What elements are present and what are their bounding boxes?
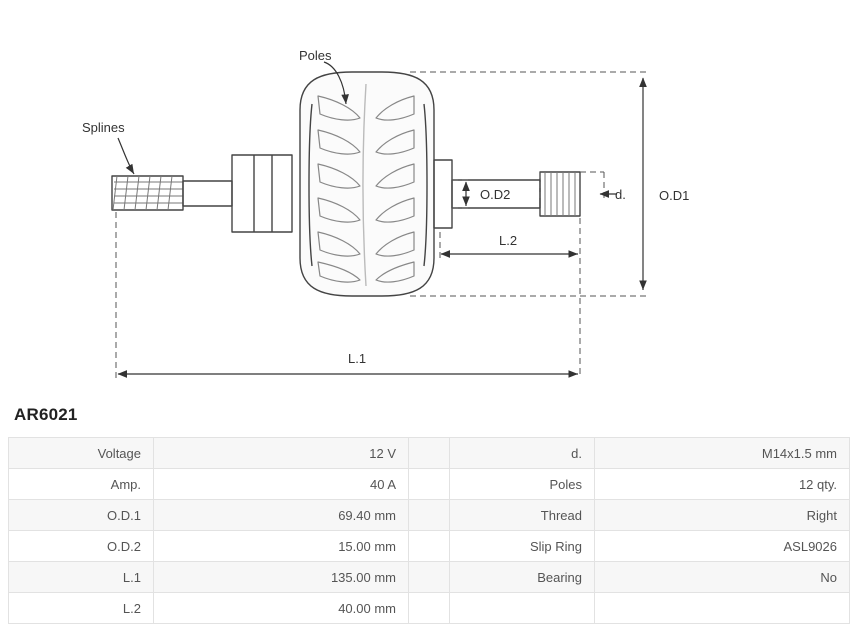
spec-label: L.1 bbox=[9, 562, 154, 593]
spec-empty-cell bbox=[595, 593, 850, 624]
spec-value: M14x1.5 mm bbox=[595, 438, 850, 469]
table-row bbox=[9, 562, 850, 593]
spec-label: Slip Ring bbox=[450, 531, 595, 562]
spec-value: 40.00 mm bbox=[154, 593, 409, 624]
spec-value: 40 A bbox=[154, 469, 409, 500]
table-gap bbox=[409, 593, 450, 624]
label-od1: O.D1 bbox=[659, 188, 690, 203]
table-row bbox=[9, 593, 850, 624]
spec-value: 69.40 mm bbox=[154, 500, 409, 531]
spec-value: 135.00 mm bbox=[154, 562, 409, 593]
spec-value: Right bbox=[595, 500, 850, 531]
table-gap bbox=[409, 500, 450, 531]
spec-label: O.D.1 bbox=[9, 500, 154, 531]
spec-value: 12 V bbox=[154, 438, 409, 469]
specifications-table bbox=[8, 437, 837, 624]
spec-value: No bbox=[595, 562, 850, 593]
label-l2: L.2 bbox=[499, 233, 518, 248]
table-row bbox=[9, 438, 850, 469]
spec-label: Thread bbox=[450, 500, 595, 531]
part-code: AR6021 bbox=[14, 405, 78, 424]
table-row bbox=[9, 531, 850, 562]
spec-empty-cell bbox=[450, 593, 595, 624]
label-od2: O.D2 bbox=[480, 187, 511, 202]
label-d: d. bbox=[615, 187, 626, 202]
spec-label: L.2 bbox=[9, 593, 154, 624]
label-l1: L.1 bbox=[348, 351, 367, 366]
spec-value: ASL9026 bbox=[595, 531, 850, 562]
table-row bbox=[9, 469, 850, 500]
label-splines: Splines bbox=[82, 120, 125, 135]
table-gap bbox=[409, 438, 450, 469]
spec-label: Bearing bbox=[450, 562, 595, 593]
spec-label: Voltage bbox=[9, 438, 154, 469]
spec-label: Amp. bbox=[9, 469, 154, 500]
label-poles: Poles bbox=[299, 48, 332, 63]
spec-value: 15.00 mm bbox=[154, 531, 409, 562]
spec-value: 12 qty. bbox=[595, 469, 850, 500]
table-gap bbox=[409, 469, 450, 500]
table-gap bbox=[409, 562, 450, 593]
table-row bbox=[9, 500, 850, 531]
spec-label: O.D.2 bbox=[9, 531, 154, 562]
spec-label: d. bbox=[450, 438, 595, 469]
spec-label: Poles bbox=[450, 469, 595, 500]
table-gap bbox=[409, 531, 450, 562]
